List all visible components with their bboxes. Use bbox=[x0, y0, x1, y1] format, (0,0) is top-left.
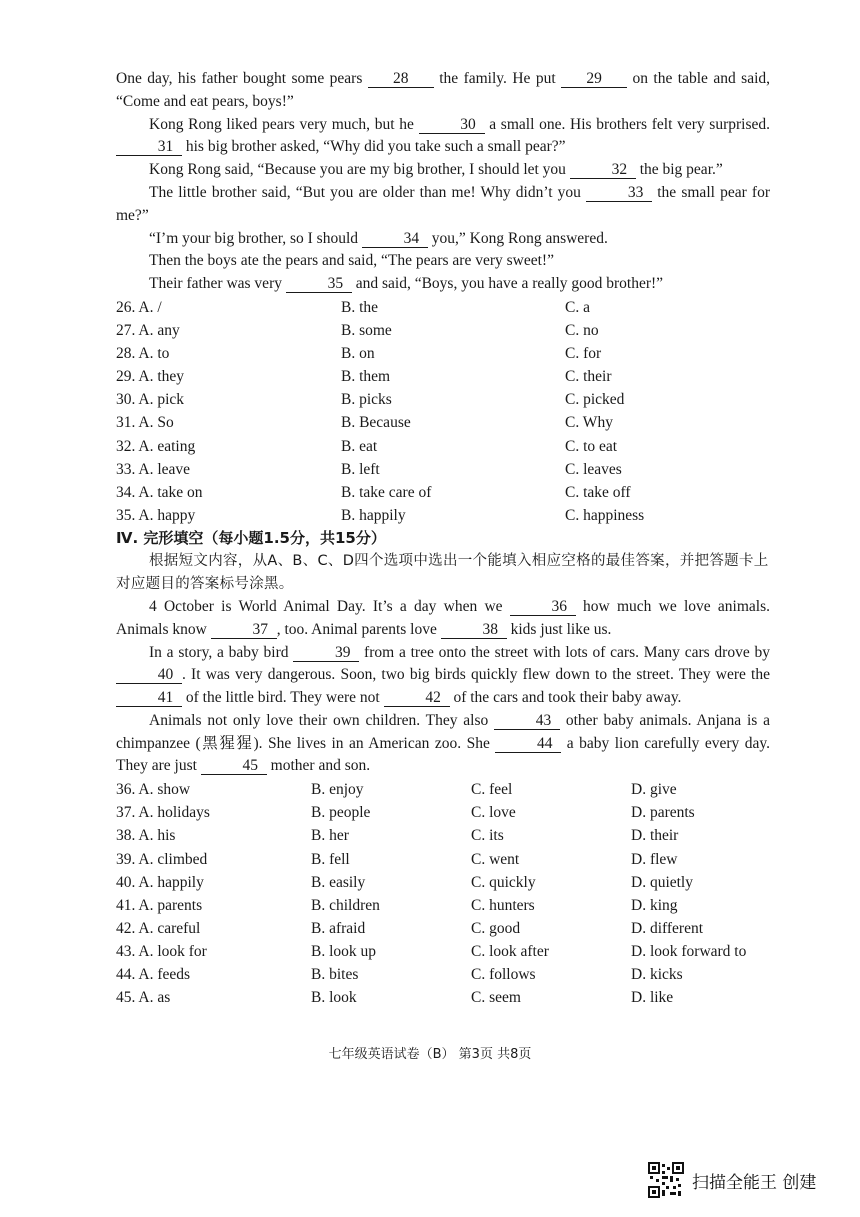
watermark-text: 扫描全能王 创建 bbox=[692, 1172, 817, 1193]
option-row bbox=[116, 917, 770, 940]
option-row bbox=[116, 940, 770, 963]
option-row bbox=[116, 986, 770, 1009]
option-b: B. easily bbox=[311, 873, 366, 891]
text: from a tree onto the street with lots of cars. Many cars drove by bbox=[359, 643, 770, 661]
option-c: C. went bbox=[471, 850, 520, 868]
option-c: C. for bbox=[565, 345, 602, 363]
text: the small pear for me?” bbox=[116, 183, 770, 224]
text: the big pear.” bbox=[635, 161, 723, 179]
blank-44: 44 bbox=[495, 736, 561, 753]
option-a: 40. A. happily bbox=[116, 873, 204, 891]
blank-35: 35 bbox=[286, 276, 352, 293]
text: a baby lion carefully every day. They are just bbox=[116, 734, 770, 775]
blank-41: 41 bbox=[116, 690, 182, 707]
option-c: C. follows bbox=[471, 966, 536, 984]
option-d: D. king bbox=[631, 896, 678, 914]
qr-code-icon bbox=[648, 1162, 684, 1198]
option-c: C. no bbox=[565, 322, 599, 340]
passage1-paragraph bbox=[116, 159, 770, 182]
option-a: 44. A. feeds bbox=[116, 966, 191, 984]
option-a: 43. A. look for bbox=[116, 942, 207, 960]
option-c: C. love bbox=[471, 804, 516, 822]
option-c: C. good bbox=[471, 919, 521, 937]
passage2-paragraph bbox=[116, 710, 770, 778]
option-row bbox=[116, 388, 770, 411]
option-b: B. take care of bbox=[341, 483, 432, 501]
text: In a story, a baby bird bbox=[149, 643, 294, 661]
text: of the cars and took their baby away. bbox=[449, 689, 682, 707]
option-a: 27. A. any bbox=[116, 322, 180, 340]
text: on the table and said, “Come and eat pears, boys!” bbox=[116, 70, 771, 110]
blank-36: 36 bbox=[510, 599, 576, 616]
option-row bbox=[116, 411, 770, 434]
option-row bbox=[116, 458, 770, 481]
text: . It was very dangerous. Soon, two big birds quickly flew down to the street. They were the bbox=[182, 666, 770, 684]
option-d: D. flew bbox=[631, 850, 678, 868]
option-b: B. the bbox=[341, 298, 379, 316]
option-a: 31. A. So bbox=[116, 414, 174, 432]
option-b: B. some bbox=[341, 322, 392, 340]
option-c: C. take off bbox=[565, 483, 631, 501]
blank-37: 37 bbox=[211, 622, 277, 639]
option-a: 36. A. show bbox=[116, 781, 191, 799]
passage1-paragraph bbox=[116, 114, 770, 160]
blank-30: 30 bbox=[419, 117, 485, 134]
text: Kong Rong said, “Because you are my big brother, I should let you bbox=[149, 161, 570, 179]
text: The little brother said, “But you are older than me! Why didn’t you bbox=[149, 183, 587, 201]
options-36-45 bbox=[116, 778, 770, 1009]
option-b: B. afraid bbox=[311, 919, 366, 937]
option-d: D. quietly bbox=[631, 873, 693, 891]
blank-40: 40 bbox=[116, 667, 182, 684]
option-b: B. enjoy bbox=[311, 781, 364, 799]
text: mother and son. bbox=[266, 757, 371, 775]
option-b: B. fell bbox=[311, 850, 350, 868]
option-b: B. look bbox=[311, 989, 357, 1007]
blank-32: 32 bbox=[570, 162, 636, 179]
option-d: D. give bbox=[631, 781, 677, 799]
text: , too. Animal parents love bbox=[276, 620, 441, 638]
option-row bbox=[116, 894, 770, 917]
option-row bbox=[116, 365, 770, 388]
option-b: B. picks bbox=[341, 391, 392, 409]
text: a small one. His brothers felt very surprised. bbox=[484, 115, 771, 133]
exam-page bbox=[116, 68, 770, 1009]
text: Then the boys ate the pears and said, “The pears are very sweet!” bbox=[149, 252, 554, 270]
option-b: B. her bbox=[311, 827, 349, 845]
text: Kong Rong liked pears very much, but he bbox=[149, 115, 419, 133]
blank-29: 29 bbox=[561, 71, 627, 88]
scanner-watermark bbox=[648, 1162, 816, 1198]
option-c: C. hunters bbox=[471, 896, 535, 914]
option-b: B. left bbox=[341, 460, 380, 478]
section-instruction: 根据短文内容，从A、B、C、D四个选项中选出一个能填入相应空格的最佳答案，并把答题卡上对应题目的答案标号涂黑。 bbox=[116, 552, 769, 592]
option-row bbox=[116, 778, 770, 801]
option-c: C. to eat bbox=[565, 437, 618, 455]
option-row bbox=[116, 319, 770, 342]
option-a: 39. A. climbed bbox=[116, 850, 208, 868]
option-b: B. bites bbox=[311, 966, 359, 984]
option-c: C. leaves bbox=[565, 460, 622, 478]
text: “I’m your big brother, so I should bbox=[149, 229, 362, 247]
text: of the little bird. They were not bbox=[182, 689, 384, 707]
option-b: B. Because bbox=[341, 414, 411, 432]
option-c: C. look after bbox=[471, 942, 549, 960]
option-b: B. happily bbox=[341, 506, 406, 524]
passage1-paragraph bbox=[116, 182, 770, 228]
option-c: C. feel bbox=[471, 781, 513, 799]
option-a: 41. A. parents bbox=[116, 896, 203, 914]
option-d: D. look forward to bbox=[631, 942, 747, 960]
option-d: D. their bbox=[631, 827, 679, 845]
option-b: B. them bbox=[341, 368, 391, 386]
option-b: B. people bbox=[311, 804, 371, 822]
passage1-paragraph bbox=[116, 250, 770, 273]
passage1-paragraph bbox=[116, 68, 770, 114]
option-a: 38. A. his bbox=[116, 827, 176, 845]
blank-42: 42 bbox=[384, 690, 450, 707]
passage2-paragraph bbox=[116, 596, 770, 642]
option-row bbox=[116, 848, 770, 871]
option-b: B. on bbox=[341, 345, 375, 363]
text: One day, his father bought some pears bbox=[116, 70, 368, 87]
option-a: 29. A. they bbox=[116, 368, 185, 386]
option-d: D. like bbox=[631, 989, 674, 1007]
option-row bbox=[116, 963, 770, 986]
blank-31: 31 bbox=[116, 139, 182, 156]
option-d: D. different bbox=[631, 919, 704, 937]
text: you,” Kong Rong answered. bbox=[427, 229, 608, 247]
text: kids just like us. bbox=[506, 620, 612, 638]
option-a: 45. A. as bbox=[116, 989, 171, 1007]
option-row bbox=[116, 824, 770, 847]
option-a: 42. A. careful bbox=[116, 919, 201, 937]
option-row bbox=[116, 504, 770, 527]
option-d: D. kicks bbox=[631, 966, 683, 984]
option-c: C. seem bbox=[471, 989, 521, 1007]
text: and said, “Boys, you have a really good brother!” bbox=[351, 275, 664, 293]
text: how much we love animals. Animals know bbox=[116, 597, 770, 638]
option-a: 28. A. to bbox=[116, 345, 170, 363]
option-a: 37. A. holidays bbox=[116, 804, 210, 822]
passage1-paragraph bbox=[116, 273, 770, 296]
page-footer: 七年级英语试卷（B） 第3页 共8页 bbox=[328, 1047, 532, 1062]
option-c: C. their bbox=[565, 368, 612, 386]
passage1-paragraph bbox=[116, 228, 770, 251]
text: Their father was very bbox=[149, 275, 286, 293]
option-row bbox=[116, 871, 770, 894]
options-26-35 bbox=[116, 296, 770, 527]
option-a: 33. A. leave bbox=[116, 460, 191, 478]
option-row bbox=[116, 342, 770, 365]
option-c: C. quickly bbox=[471, 873, 536, 891]
option-c: C. Why bbox=[565, 414, 613, 432]
blank-34: 34 bbox=[362, 231, 428, 248]
blank-45: 45 bbox=[201, 758, 267, 775]
blank-43: 43 bbox=[494, 713, 560, 730]
blank-38: 38 bbox=[441, 622, 507, 639]
option-a: 30. A. pick bbox=[116, 391, 185, 409]
option-row bbox=[116, 481, 770, 504]
option-row bbox=[116, 435, 770, 458]
blank-33: 33 bbox=[586, 185, 652, 202]
option-b: B. children bbox=[311, 896, 380, 914]
option-c: C. a bbox=[565, 298, 590, 316]
text: his big brother asked, “Why did you take such a small pear?” bbox=[182, 138, 566, 156]
option-c: C. picked bbox=[565, 391, 625, 409]
option-b: B. look up bbox=[311, 942, 377, 960]
passage2-paragraph bbox=[116, 642, 770, 710]
text: 4 October is World Animal Day. It’s a day when we bbox=[149, 597, 510, 615]
option-c: C. happiness bbox=[565, 506, 645, 524]
option-b: B. eat bbox=[341, 437, 378, 455]
option-row bbox=[116, 296, 770, 319]
option-row bbox=[116, 801, 770, 824]
blank-39: 39 bbox=[293, 645, 359, 662]
option-a: 32. A. eating bbox=[116, 437, 196, 455]
section-title: Ⅳ. 完形填空（每小题1.5分，共15分） bbox=[116, 528, 386, 547]
option-d: D. parents bbox=[631, 804, 695, 822]
text: other baby animals. Anjana is a chimpanzee (黑猩猩). She lives in an American zoo. She bbox=[116, 711, 770, 752]
blank-28: 28 bbox=[368, 71, 434, 88]
text: the family. He put bbox=[433, 70, 562, 87]
option-a: 26. A. / bbox=[116, 298, 162, 316]
option-a: 35. A. happy bbox=[116, 506, 196, 524]
option-c: C. its bbox=[471, 827, 504, 845]
text: Animals not only love their own children. They also bbox=[149, 711, 495, 729]
option-a: 34. A. take on bbox=[116, 483, 203, 501]
